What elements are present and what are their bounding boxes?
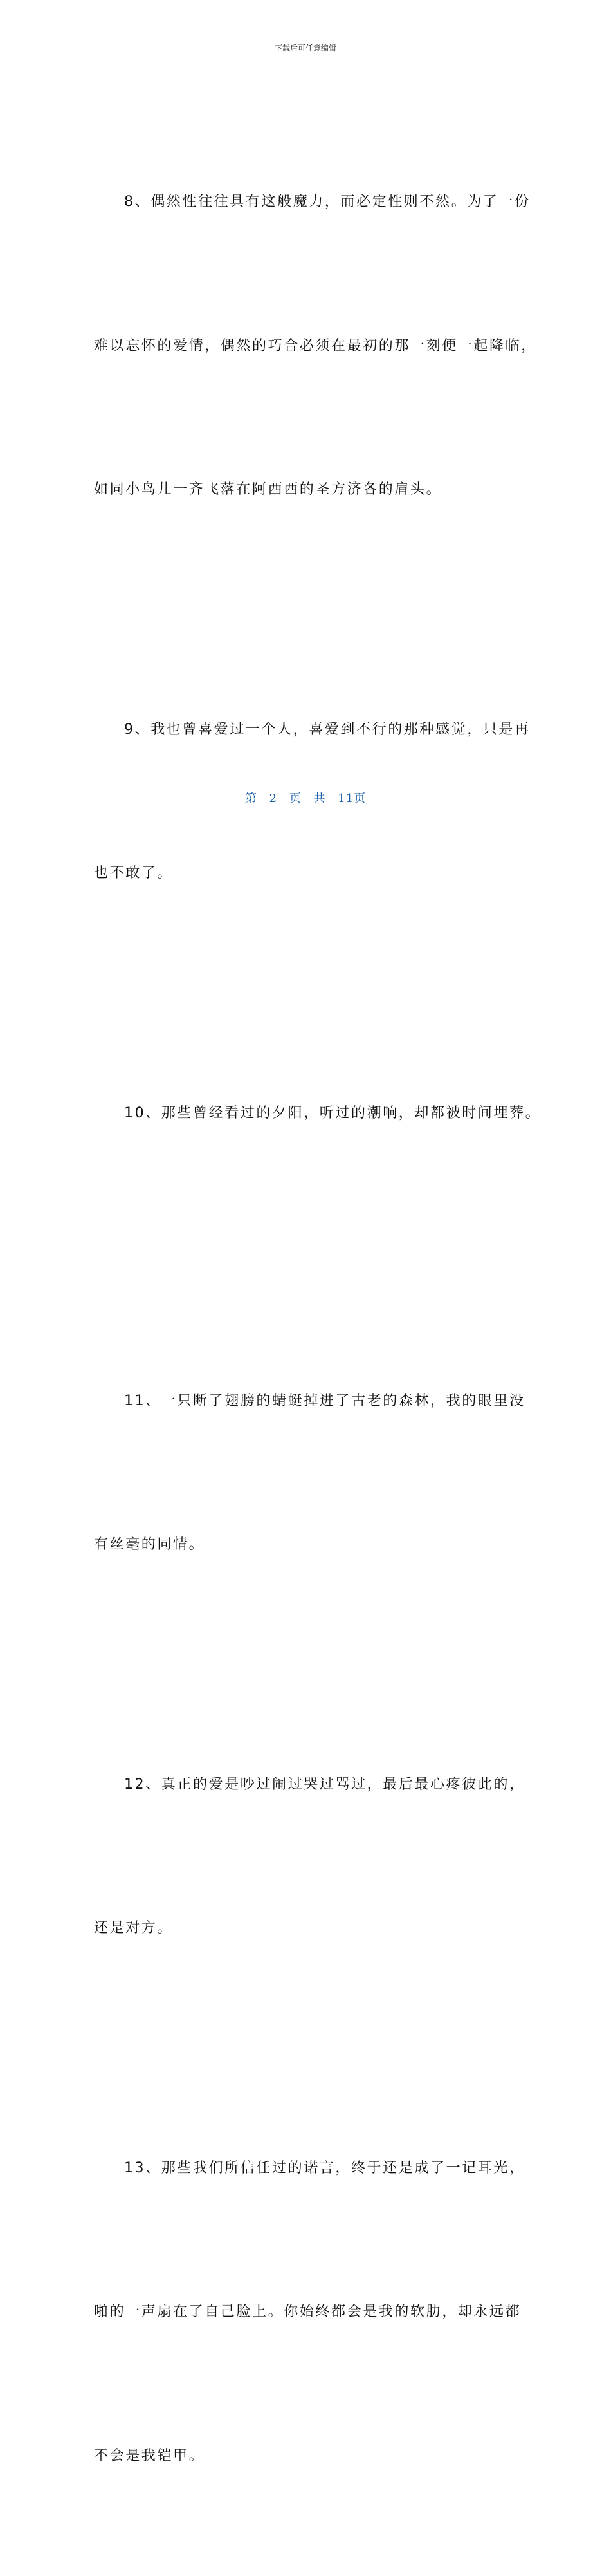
footer-ye: 页	[289, 792, 302, 805]
footer-total-pages: 11页	[338, 792, 366, 805]
paragraph-line: 有丝毫的同情。	[64, 1521, 518, 1569]
paragraph-10	[94, 994, 518, 1234]
footer-current-page: 2	[269, 792, 277, 805]
paragraph-line: 10、那些曾经看过的夕阳，听过的潮响，却都被时间埋葬。	[94, 1090, 518, 1138]
paragraph-line: 9、我也曾喜爱过一个人，喜爱到不行的那种感觉，只是再	[94, 706, 518, 754]
paragraph-line: 如同小鸟儿一齐飞落在阿西西的圣方济各的肩头。	[64, 466, 518, 514]
paragraph-line: 不会是我铠甲。	[64, 2432, 518, 2481]
paragraph-12	[94, 1665, 518, 2049]
paragraph-line: 也不敢了。	[64, 850, 518, 898]
document-body	[94, 82, 518, 2576]
paragraph-11	[94, 1282, 518, 1665]
paragraph-line: 难以忘怀的爱情，偶然的巧合必须在最初的那一刻便一起降临，	[64, 322, 518, 371]
header-note: 下载后可任意编辑	[0, 42, 611, 53]
page-footer	[0, 789, 611, 806]
blank-line	[94, 1233, 518, 1282]
footer-di: 第	[245, 792, 257, 805]
paragraph-line: 啪的一声扇在了自己脸上。你始终都会是我的软肋，却永远都	[64, 2288, 518, 2337]
paragraph-line: 11、一只断了翅膀的蜻蜓掉进了古老的森林，我的眼里没	[94, 1377, 518, 1426]
paragraph-line: 13、那些我们所信任过的诺言，终于还是成了一记耳光，	[94, 2145, 518, 2193]
paragraph-line: 还是对方。	[64, 1905, 518, 1953]
paragraph-line: 12、真正的爱是吵过闹过哭过骂过，最后最心疼彼此的，	[94, 1761, 518, 1809]
paragraph-13	[94, 2049, 518, 2576]
footer-gong: 共	[314, 792, 326, 805]
paragraph-8	[94, 82, 518, 610]
paragraph-line: 8、偶然性往往具有这般魔力，而必定性则不然。为了一份	[94, 178, 518, 227]
